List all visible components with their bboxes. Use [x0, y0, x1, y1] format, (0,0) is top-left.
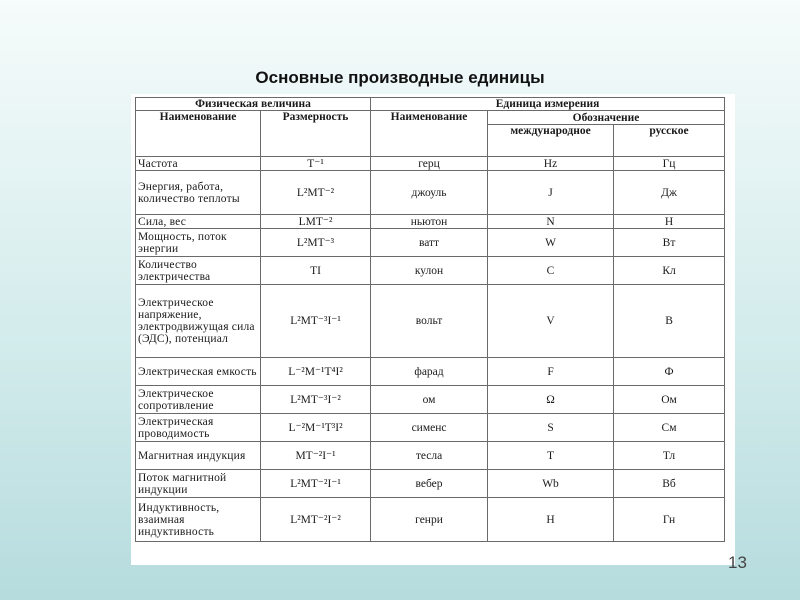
dimension-cell: L²MT⁻³I⁻² [261, 386, 371, 414]
header-russian: русское [614, 125, 725, 157]
international-symbol-cell: J [488, 171, 614, 215]
russian-symbol-cell: В [614, 285, 725, 358]
table-row [136, 386, 725, 414]
page-number: 13 [728, 553, 747, 572]
quantity-cell: Количество электричества [136, 257, 261, 285]
dimension-cell: L⁻²M⁻¹T⁴I² [261, 358, 371, 386]
table-row [136, 171, 725, 215]
table-row [136, 470, 725, 498]
international-symbol-cell: H [488, 498, 614, 542]
international-symbol-cell: Wb [488, 470, 614, 498]
international-symbol-cell: F [488, 358, 614, 386]
header-quantity-name: Наименование [136, 111, 261, 157]
quantity-cell: Энергия, работа, количество теплоты [136, 171, 261, 215]
quantity-cell: Электрическое напряжение, электродвижущая сила (ЭДС), потенциал [136, 285, 261, 358]
unit-name-cell: ом [371, 386, 488, 414]
unit-name-cell: вебер [371, 470, 488, 498]
international-symbol-cell: W [488, 229, 614, 257]
international-symbol-cell: Ω [488, 386, 614, 414]
international-symbol-cell: N [488, 215, 614, 229]
russian-symbol-cell: Гц [614, 157, 725, 171]
header-unit: Единица измерения [371, 98, 725, 111]
russian-symbol-cell: Н [614, 215, 725, 229]
russian-symbol-cell: Кл [614, 257, 725, 285]
quantity-cell: Электрическое сопротивление [136, 386, 261, 414]
dimension-cell: LMT⁻² [261, 215, 371, 229]
unit-name-cell: тесла [371, 442, 488, 470]
slide-title: Основные производные единицы [255, 68, 545, 87]
dimension-cell: L²MT⁻² [261, 171, 371, 215]
header-unit-name: Наименование [371, 111, 488, 157]
quantity-cell: Мощность, поток энергии [136, 229, 261, 257]
table-row [136, 442, 725, 470]
dimension-cell: L²MT⁻³I⁻¹ [261, 285, 371, 358]
unit-name-cell: герц [371, 157, 488, 171]
dimension-cell: L²MT⁻³ [261, 229, 371, 257]
unit-name-cell: ньютон [371, 215, 488, 229]
international-symbol-cell: V [488, 285, 614, 358]
table-row [136, 498, 725, 542]
unit-name-cell: вольт [371, 285, 488, 358]
table-row [136, 215, 725, 229]
unit-name-cell: ватт [371, 229, 488, 257]
quantity-cell: Электрическая емкость [136, 358, 261, 386]
header-dimension: Размерность [261, 111, 371, 157]
international-symbol-cell: Hz [488, 157, 614, 171]
international-symbol-cell: S [488, 414, 614, 442]
header-designation: Обозначение [488, 111, 725, 125]
quantity-cell: Поток магнитной индукции [136, 470, 261, 498]
unit-name-cell: джоуль [371, 171, 488, 215]
quantity-cell: Электрическая проводимость [136, 414, 261, 442]
quantity-cell: Магнитная индукция [136, 442, 261, 470]
dimension-cell: L²MT⁻²I⁻¹ [261, 470, 371, 498]
table-row [136, 414, 725, 442]
russian-symbol-cell: См [614, 414, 725, 442]
dimension-cell: T⁻¹ [261, 157, 371, 171]
unit-name-cell: сименс [371, 414, 488, 442]
russian-symbol-cell: Дж [614, 171, 725, 215]
russian-symbol-cell: Ф [614, 358, 725, 386]
header-physical-quantity: Физическая величина [136, 98, 371, 111]
russian-symbol-cell: Ом [614, 386, 725, 414]
russian-symbol-cell: Вт [614, 229, 725, 257]
table-row [136, 229, 725, 257]
dimension-cell: L²MT⁻²I⁻² [261, 498, 371, 542]
unit-name-cell: фарад [371, 358, 488, 386]
table-row [136, 257, 725, 285]
table-row [136, 358, 725, 386]
quantity-cell: Индуктивность, взаимная индуктивность [136, 498, 261, 542]
international-symbol-cell: C [488, 257, 614, 285]
table-row [136, 285, 725, 358]
russian-symbol-cell: Гн [614, 498, 725, 542]
unit-name-cell: генри [371, 498, 488, 542]
dimension-cell: L⁻²M⁻¹T³I² [261, 414, 371, 442]
quantity-cell: Сила, вес [136, 215, 261, 229]
quantity-cell: Частота [136, 157, 261, 171]
header-international: международное [488, 125, 614, 157]
russian-symbol-cell: Вб [614, 470, 725, 498]
dimension-cell: TI [261, 257, 371, 285]
unit-name-cell: кулон [371, 257, 488, 285]
table-row [136, 157, 725, 171]
units-table [135, 97, 725, 542]
russian-symbol-cell: Тл [614, 442, 725, 470]
dimension-cell: MT⁻²I⁻¹ [261, 442, 371, 470]
international-symbol-cell: T [488, 442, 614, 470]
